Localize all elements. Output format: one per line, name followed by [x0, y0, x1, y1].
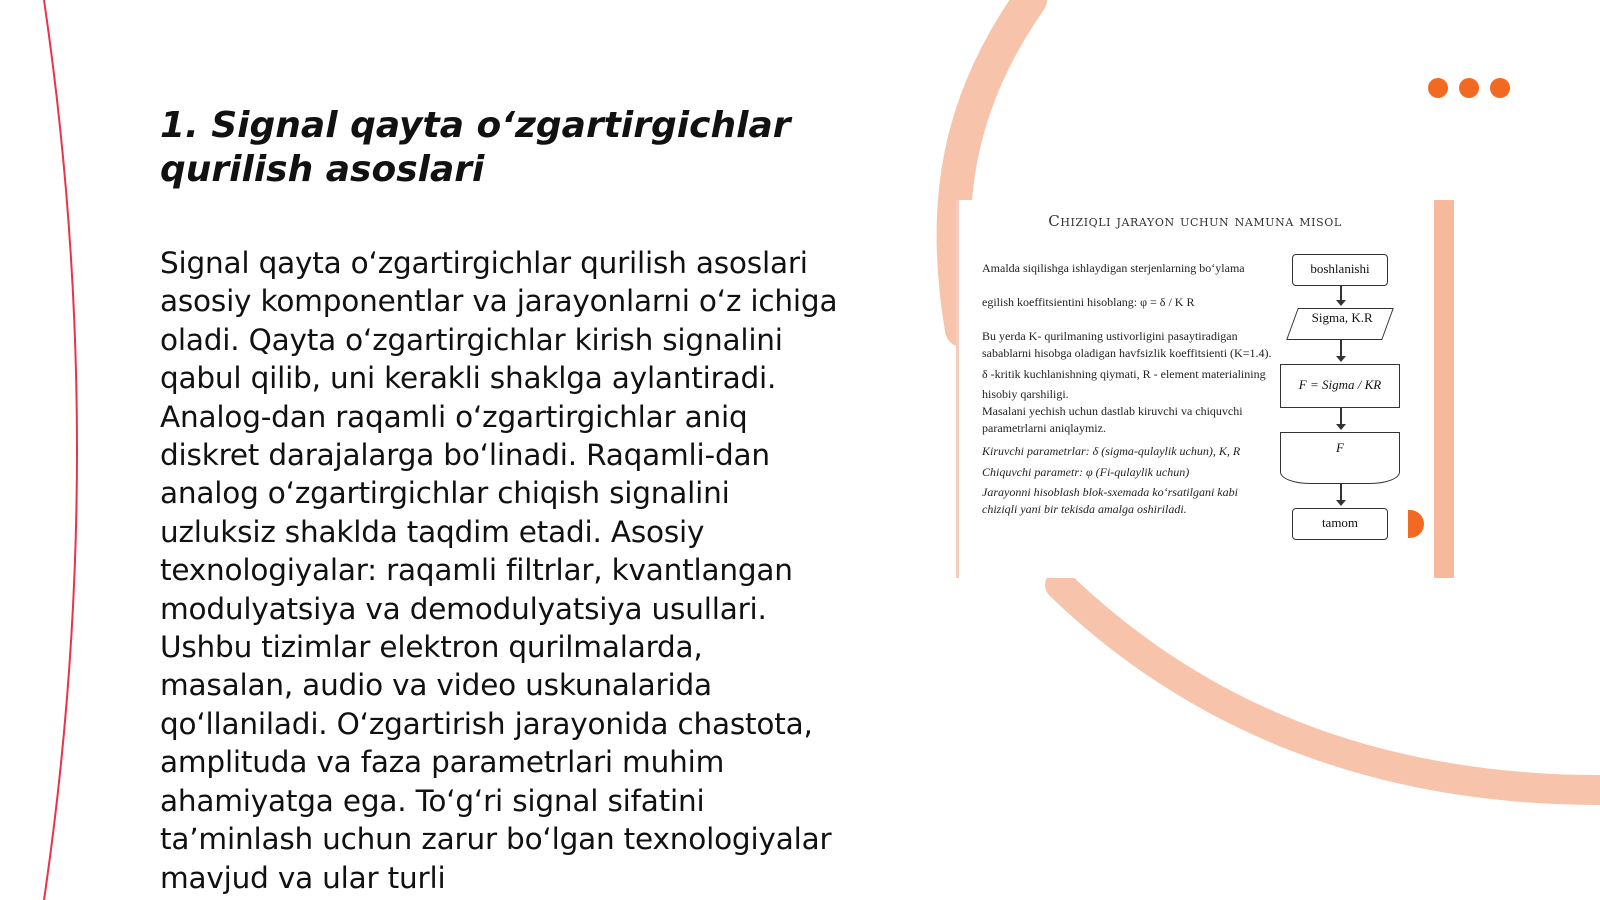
figure-line: δ -kritik kuchlanishning qiymati, R - element materialining: [982, 367, 1266, 381]
dots-decoration: [1428, 78, 1510, 98]
dot-2: [1459, 78, 1479, 98]
flowchart-output: F: [1280, 432, 1400, 484]
half-circle-decoration: [1408, 510, 1424, 538]
flowchart-start: boshlanishi: [1292, 254, 1388, 286]
orange-ring-arc-lower: [1060, 585, 1600, 790]
figure-line: egilish koeffitsientini hisoblang: φ = δ / K R: [982, 295, 1195, 309]
example-figure: [956, 200, 1436, 578]
figure-line: Amalda siqilishga ishlaydigan sterjenlarning bo‘ylama: [982, 261, 1245, 275]
figure-right-bar: [1434, 200, 1454, 578]
figure-line: Bu yerda K- qurilmaning ustivorligini pasaytiradigan: [982, 329, 1238, 343]
figure-line: Chiquvchi parametr: φ (Fi-qulaylik uchun): [982, 465, 1190, 479]
figure-left-border: [956, 200, 959, 578]
flowchart-arrow: [1340, 408, 1342, 428]
figure-line: Kiruvchi parametrlar: δ (sigma-qulaylik uchun), K, R: [982, 444, 1241, 458]
slide-title: 1. Signal qayta o‘zgartirgichlar qurilish asoslari: [160, 105, 791, 190]
figure-line: sabablarni hisobga oladigan havfsizlik koeffitsienti (K=1.4).: [982, 346, 1272, 360]
figure-line: hisobiy qarshiligi.: [982, 387, 1069, 401]
flowchart-arrow: [1340, 340, 1342, 360]
figure-line: Masalani yechish uchun dastlab kiruvchi va chiquvchi: [982, 404, 1243, 418]
figure-line: chiziqli yani bir tekisda amalga oshiriladi.: [982, 502, 1187, 516]
flowchart-input: [1286, 308, 1394, 340]
slide-body-text: Signal qayta o‘zgartirgichlar qurilish asoslari asosiy komponentlar va jarayonlarni o‘z ichiga oladi. Qayta o‘zgartirgichlar kirish signalini qabul qilib, uni kerakli shaklga aylantiradi. Analog-dan raqamli o‘zgartirgichlar aniq diskret darajalarga bo‘linadi. Raqamli-dan analog o‘zgartirgichlar chiqish signalini uzluksiz shaklda taqdim etadi. Asosiy texnologiyalar: raqamli filtrlar, kvantlangan modulyatsiya va demodulyatsiya usullari. Ushbu tizimlar elektron qurilmalarda, masalan, audio va video uskunalarida qo‘llaniladi. O‘zgartirish jarayonida chastota, amplituda va faza parametrlari muhim ahamiyatga ega. To‘g‘ri signal sifatini ta’minlash uchun zarur bo‘lgan texnologiyalar mavjud va ular turli: [160, 246, 838, 895]
dot-1: [1428, 78, 1448, 98]
dot-3: [1490, 78, 1510, 98]
flowchart-input-label: Sigma, K.R: [1311, 310, 1373, 325]
figure-line: parametrlarni aniqlaymiz.: [982, 421, 1106, 435]
left-red-curve: [44, 0, 77, 900]
flowchart-arrow: [1340, 484, 1342, 504]
figure-line: Jarayonni hisoblash blok-sxemada ko‘rsatilgani kabi: [982, 485, 1238, 499]
flowchart-end: tamom: [1292, 508, 1388, 540]
figure-title: Chiziqli jarayon uchun namuna misol: [1048, 212, 1342, 230]
flowchart-arrow: [1340, 286, 1342, 304]
flowchart-process: F = Sigma / KR: [1280, 364, 1400, 408]
